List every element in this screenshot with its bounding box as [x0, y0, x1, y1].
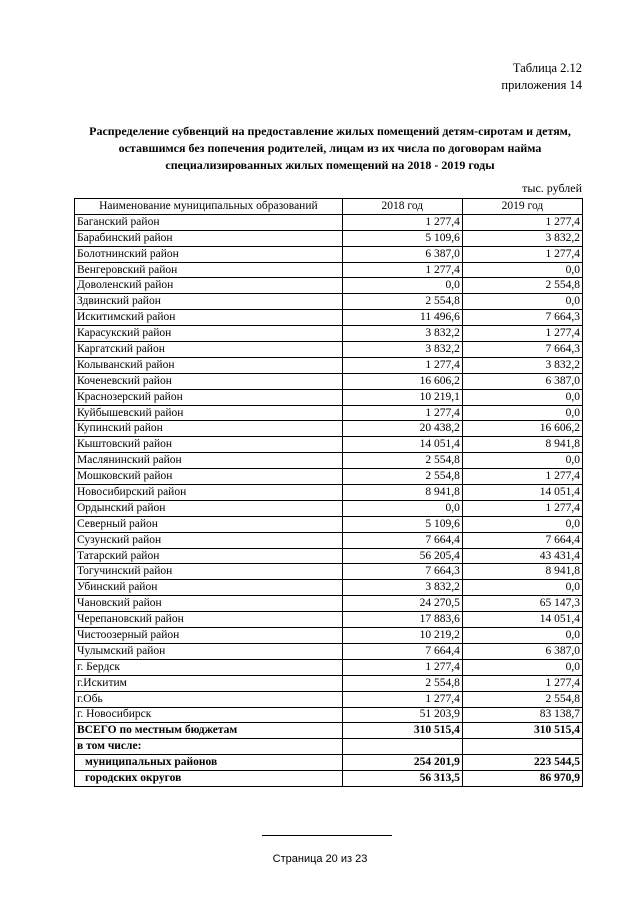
cell-municipality: Куйбышевский район	[75, 405, 343, 421]
cell-2019: 0,0	[462, 294, 582, 310]
table-row	[75, 357, 583, 373]
table-row	[75, 580, 583, 596]
table-row	[75, 675, 583, 691]
cell-2019: 65 147,3	[462, 596, 582, 612]
cell-2019: 310 515,4	[462, 723, 582, 739]
cell-municipality: Северный район	[75, 516, 343, 532]
table-number: Таблица 2.12	[512, 61, 582, 75]
subtotal-row	[75, 771, 583, 787]
units-label: тыс. рублей	[522, 181, 582, 195]
cell-2018: 14 051,4	[342, 437, 462, 453]
cell-2019: 0,0	[462, 389, 582, 405]
cell-2018: 56 313,5	[342, 771, 462, 787]
cell-2018: 1 277,4	[342, 262, 462, 278]
cell-2019: 1 277,4	[462, 500, 582, 516]
table-row	[75, 405, 583, 421]
cell-municipality: Доволенский район	[75, 278, 343, 294]
table-row	[75, 659, 583, 675]
cell-2019: 223 544,5	[462, 755, 582, 771]
cell-2018: 10 219,1	[342, 389, 462, 405]
cell-municipality: Ордынский район	[75, 500, 343, 516]
cell-municipality: Татарский район	[75, 548, 343, 564]
table-row	[75, 532, 583, 548]
title-line: специализированных жилых помещений на 2018 - 2019 годы	[165, 158, 495, 172]
cell-municipality: ВСЕГО по местным бюджетам	[75, 723, 343, 739]
subtotal-row	[75, 755, 583, 771]
cell-2018: 7 664,3	[342, 564, 462, 580]
cell-2018: 1 277,4	[342, 691, 462, 707]
including-label: в том числе:	[75, 739, 343, 755]
table-row	[75, 564, 583, 580]
cell-2018: 17 883,6	[342, 612, 462, 628]
cell-2019: 0,0	[462, 405, 582, 421]
cell-municipality: муниципальных районов	[75, 755, 343, 771]
table-row	[75, 278, 583, 294]
table-row	[75, 612, 583, 628]
cell-municipality: Кыштовский район	[75, 437, 343, 453]
cell-2019: 43 431,4	[462, 548, 582, 564]
table-row	[75, 421, 583, 437]
cell-municipality: Коченевский район	[75, 373, 343, 389]
cell-2018: 2 554,8	[342, 294, 462, 310]
column-header-name: Наименование муниципальных образований	[75, 199, 343, 215]
cell-municipality: Тогучинский район	[75, 564, 343, 580]
table-row	[75, 643, 583, 659]
cell-municipality: г.Искитим	[75, 675, 343, 691]
cell-2019: 1 277,4	[462, 214, 582, 230]
cell-2018: 7 664,4	[342, 532, 462, 548]
cell-2019: 0,0	[462, 516, 582, 532]
cell-2018: 254 201,9	[342, 755, 462, 771]
cell-2018: 20 438,2	[342, 421, 462, 437]
document-title	[70, 123, 590, 174]
cell-municipality: Здвинский район	[75, 294, 343, 310]
cell-2019: 0,0	[462, 659, 582, 675]
table-row	[75, 437, 583, 453]
table-row	[75, 691, 583, 707]
cell-2018: 56 205,4	[342, 548, 462, 564]
cell-2018: 0,0	[342, 278, 462, 294]
table-row	[75, 485, 583, 501]
cell-municipality: Венгеровский район	[75, 262, 343, 278]
cell-2019: 1 277,4	[462, 326, 582, 342]
cell-municipality: Колыванский район	[75, 357, 343, 373]
cell-municipality: Краснозерский район	[75, 389, 343, 405]
cell-2019: 6 387,0	[462, 373, 582, 389]
table-row	[75, 373, 583, 389]
cell-municipality: Купинский район	[75, 421, 343, 437]
cell-2019: 2 554,8	[462, 278, 582, 294]
cell-2018: 3 832,2	[342, 342, 462, 358]
empty-cell	[342, 739, 462, 755]
cell-2019: 2 554,8	[462, 691, 582, 707]
cell-2018: 16 606,2	[342, 373, 462, 389]
table-row	[75, 310, 583, 326]
cell-municipality: г. Бердск	[75, 659, 343, 675]
cell-2019: 3 832,2	[462, 357, 582, 373]
table-row	[75, 389, 583, 405]
column-header-2018: 2018 год	[342, 199, 462, 215]
table-row	[75, 326, 583, 342]
cell-municipality: Чулымский район	[75, 643, 343, 659]
cell-municipality: Искитимский район	[75, 310, 343, 326]
cell-2019: 14 051,4	[462, 612, 582, 628]
cell-municipality: городских округов	[75, 771, 343, 787]
cell-municipality: Мошковский район	[75, 469, 343, 485]
cell-2018: 5 109,6	[342, 230, 462, 246]
title-line: оставшимся без попечения родителей, лицам из их числа по договорам найма	[118, 141, 542, 155]
cell-2018: 2 554,8	[342, 453, 462, 469]
cell-municipality: Убинский район	[75, 580, 343, 596]
cell-municipality: Чановский район	[75, 596, 343, 612]
cell-municipality: Карасукский район	[75, 326, 343, 342]
cell-2018: 1 277,4	[342, 214, 462, 230]
table-row	[75, 596, 583, 612]
cell-municipality: Баганский район	[75, 214, 343, 230]
cell-2019: 7 664,3	[462, 342, 582, 358]
cell-municipality: Каргатский район	[75, 342, 343, 358]
cell-2018: 11 496,6	[342, 310, 462, 326]
cell-2018: 1 277,4	[342, 659, 462, 675]
cell-municipality: Новосибирский район	[75, 485, 343, 501]
table-row	[75, 453, 583, 469]
table-row	[75, 516, 583, 532]
cell-2018: 2 554,8	[342, 469, 462, 485]
empty-cell	[462, 739, 582, 755]
cell-2019: 16 606,2	[462, 421, 582, 437]
cell-2019: 1 277,4	[462, 675, 582, 691]
cell-2019: 14 051,4	[462, 485, 582, 501]
cell-2019: 86 970,9	[462, 771, 582, 787]
table-row	[75, 469, 583, 485]
cell-2019: 0,0	[462, 628, 582, 644]
cell-municipality: Чистоозерный район	[75, 628, 343, 644]
cell-municipality: г.Обь	[75, 691, 343, 707]
cell-2018: 10 219,2	[342, 628, 462, 644]
cell-2019: 1 277,4	[462, 469, 582, 485]
cell-2018: 3 832,2	[342, 326, 462, 342]
table-row	[75, 500, 583, 516]
cell-municipality: Сузунский район	[75, 532, 343, 548]
cell-municipality: Барабинский район	[75, 230, 343, 246]
cell-2019: 0,0	[462, 453, 582, 469]
total-row	[75, 723, 583, 739]
subsidy-table	[74, 198, 583, 787]
cell-2019: 7 664,3	[462, 310, 582, 326]
cell-2018: 51 203,9	[342, 707, 462, 723]
cell-2019: 0,0	[462, 580, 582, 596]
cell-municipality: Болотнинский район	[75, 246, 343, 262]
cell-2019: 7 664,4	[462, 532, 582, 548]
cell-2019: 8 941,8	[462, 437, 582, 453]
cell-2019: 8 941,8	[462, 564, 582, 580]
table-row	[75, 628, 583, 644]
cell-2018: 1 277,4	[342, 405, 462, 421]
table-header-row	[75, 199, 583, 215]
table-row	[75, 707, 583, 723]
cell-2018: 24 270,5	[342, 596, 462, 612]
cell-2018: 1 277,4	[342, 357, 462, 373]
cell-2018: 7 664,4	[342, 643, 462, 659]
appendix-number: приложения 14	[501, 78, 582, 92]
table-row	[75, 262, 583, 278]
table-row	[75, 548, 583, 564]
title-line: Распределение субвенций на предоставление жилых помещений детям-сиротам и детям,	[89, 124, 571, 138]
cell-2018: 0,0	[342, 500, 462, 516]
cell-2019: 6 387,0	[462, 643, 582, 659]
table-row	[75, 214, 583, 230]
cell-2019: 1 277,4	[462, 246, 582, 262]
table-row	[75, 230, 583, 246]
cell-2018: 310 515,4	[342, 723, 462, 739]
table-body	[75, 214, 583, 786]
cell-2018: 3 832,2	[342, 580, 462, 596]
cell-municipality: г. Новосибирск	[75, 707, 343, 723]
column-header-2019: 2019 год	[462, 199, 582, 215]
cell-2019: 3 832,2	[462, 230, 582, 246]
cell-2018: 2 554,8	[342, 675, 462, 691]
table-row	[75, 246, 583, 262]
cell-2018: 8 941,8	[342, 485, 462, 501]
cell-municipality: Черепановский район	[75, 612, 343, 628]
table-reference	[501, 60, 582, 94]
page-number: Страница 20 из 23	[272, 853, 368, 865]
cell-2019: 0,0	[462, 262, 582, 278]
including-row	[75, 739, 583, 755]
cell-2018: 5 109,6	[342, 516, 462, 532]
cell-2019: 83 138,7	[462, 707, 582, 723]
table-row	[75, 342, 583, 358]
cell-municipality: Маслянинский район	[75, 453, 343, 469]
footer-divider	[262, 835, 392, 836]
table-row	[75, 294, 583, 310]
cell-2018: 6 387,0	[342, 246, 462, 262]
